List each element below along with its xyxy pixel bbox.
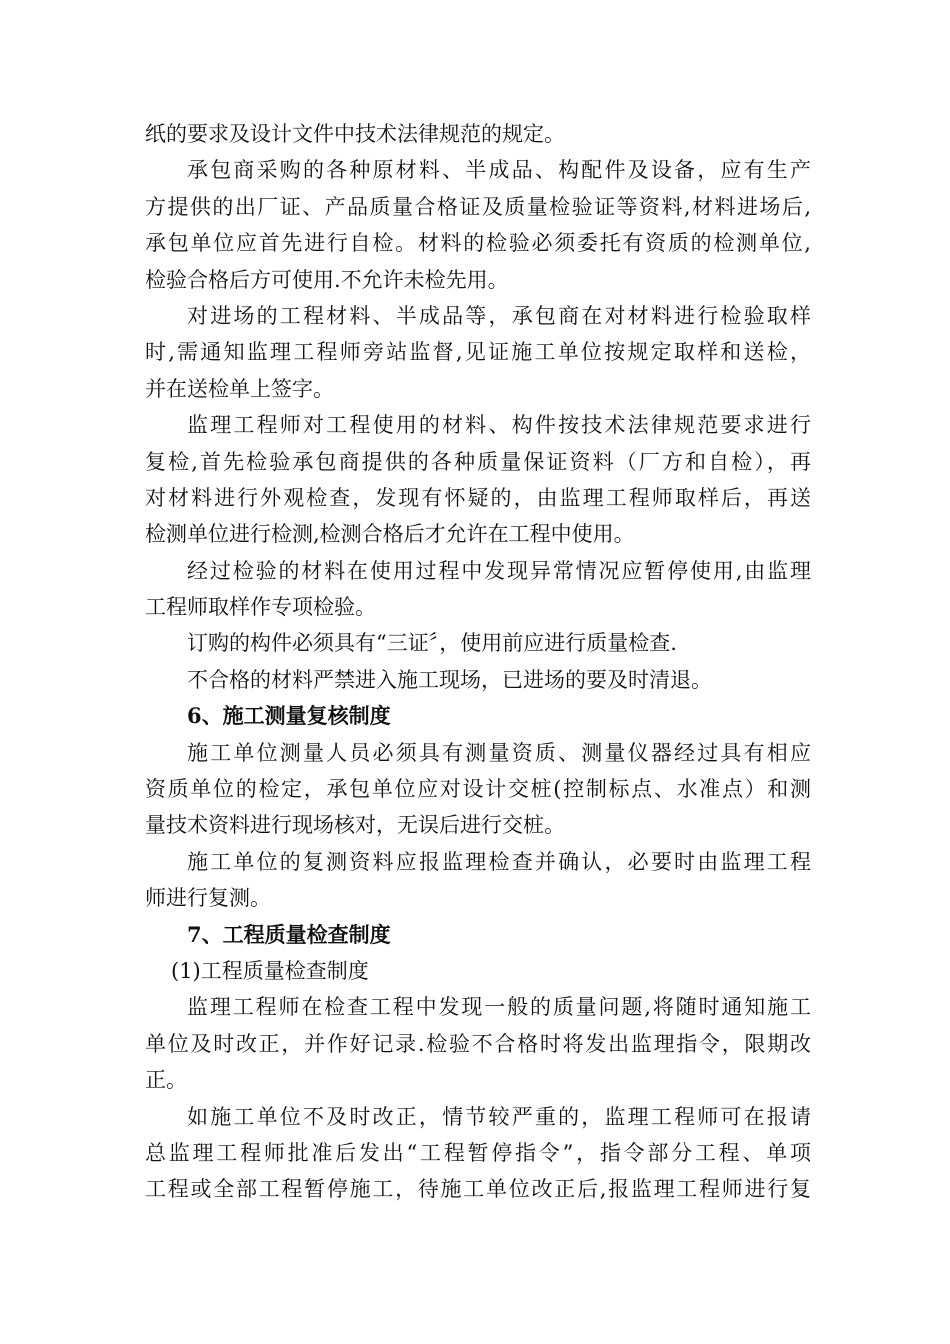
subsection-heading-1: (1)工程质量检查制度 [171,958,369,983]
section-heading-7: 7、工程质量检查制度 [187,921,391,947]
text-line-28: 如施工单位不及时改正，情节较严重的，监理工程师可在报请 [187,1104,811,1129]
text-line-27: 正。 [145,1068,187,1093]
text-line-29: 总监理工程师批准后发出“工程暂停指令”，指令部分工程、单项 [145,1140,811,1165]
text-line-11: 对材料进行外观检查，发现有怀疑的，由监理工程师取样后，再送 [145,485,811,510]
text-line-15: 订购的构件必须具有“三证〞，使用前应进行质量检查. [187,631,677,656]
text-line-14: 工程师取样作专项检验。 [145,595,376,620]
text-line-21: 施工单位的复测资料应报监理检查并确认，必要时由监理工程 [187,849,811,874]
text-line-16: 不合格的材料严禁进入施工现场，已进场的要及时清退。 [187,667,712,692]
text-line-9: 监理工程师对工程使用的材料、构件按技术法律规范要求进行 [187,413,811,438]
text-line-26: 单位及时改正，并作好记录.检验不合格时将发出监理指令，限期改 [145,1031,811,1056]
text-line-8: 并在送检单上签字。 [145,376,334,401]
text-line-20: 量技术资料进行现场核对，无误后进行交桩。 [145,813,565,838]
text-line-1: 纸的要求及设计文件中技术法律规范的规定。 [145,122,565,146]
text-line-25: 监理工程师在检查工程中发现一般的质量问题,将随时通知施工 [187,995,811,1020]
text-line-3: 方提供的出厂证、产品质量合格证及质量检验证等资料,材料进场后, [145,194,811,219]
text-line-2: 承包商采购的各种原材料、半成品、构配件及设备，应有生产 [187,158,811,183]
text-line-10: 复检,首先检验承包商提供的各种质量保证资料（厂方和自检），再 [145,449,811,474]
text-line-12: 检测单位进行检测,检测合格后才允许在工程中使用。 [145,522,635,547]
text-line-13: 经过检验的材料在使用过程中发现异常情况应暂停使用,由监理 [187,558,811,583]
section-heading-6: 6、施工测量复核制度 [187,703,391,729]
document-page [145,116,811,1208]
text-line-18: 施工单位测量人员必须具有测量资质、测量仪器经过具有相应 [187,740,811,765]
text-line-4: 承包单位应首先进行自检。材料的检验必须委托有资质的检测单位, [145,231,811,256]
text-line-19: 资质单位的检定，承包单位应对设计交桩(控制标点、水准点）和测 [145,777,811,802]
text-line-6: 对进场的工程材料、半成品等，承包商在对材料进行检验取样 [187,303,811,328]
text-line-5: 检验合格后方可使用.不允许未检先用。 [145,267,509,292]
text-line-22: 师进行复测。 [145,886,271,911]
text-line-30: 工程或全部工程暂停施工，待施工单位改正后,报监理工程师进行复 [145,1177,811,1202]
text-line-7: 时,需通知监理工程师旁站监督,见证施工单位按规定取样和送检， [145,340,811,365]
